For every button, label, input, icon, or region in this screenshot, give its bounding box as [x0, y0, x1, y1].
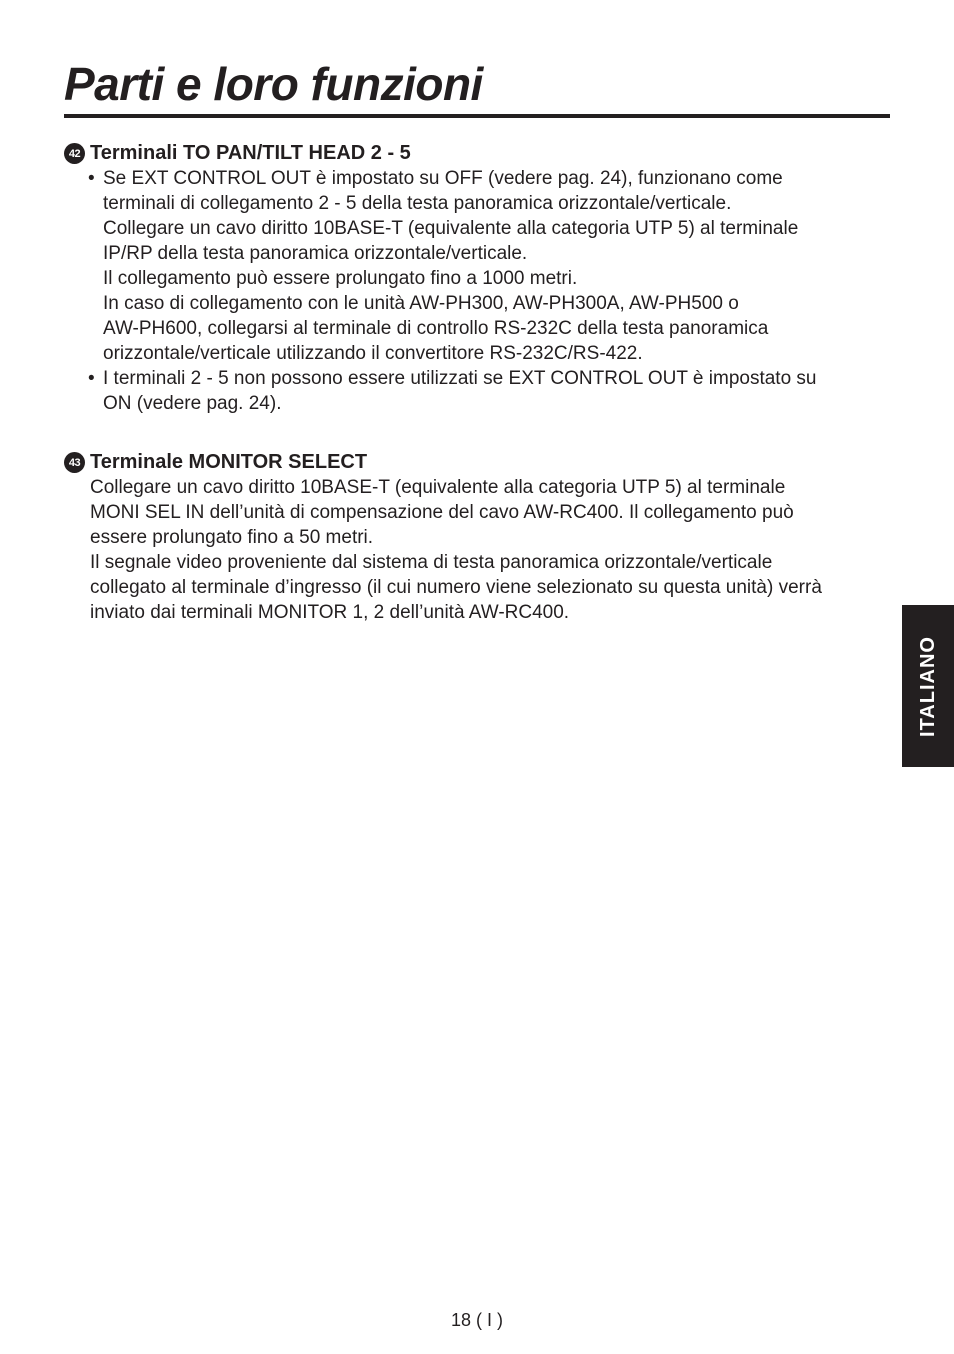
circled-number-icon: 42 [64, 143, 85, 164]
language-label: ITALIANO [916, 635, 939, 737]
text-line: AW-PH600, collegarsi al terminale di controllo RS-232C della testa panoramica [103, 318, 769, 339]
text-line: MONI SEL IN dell’unità di compensazione del cavo AW-RC400. Il collegamento può [90, 502, 794, 523]
section-terminali-pan-tilt [64, 141, 890, 416]
text-line: Collegare un cavo diritto 10BASE-T (equivalente alla categoria UTP 5) al terminale [90, 477, 786, 498]
text-line: terminali di collegamento 2 - 5 della testa panoramica orizzontale/verticale. [103, 193, 732, 214]
bullet-icon: • [88, 168, 95, 189]
language-side-tab [902, 605, 954, 767]
text-line: inviato dai terminali MONITOR 1, 2 dell’unità AW-RC400. [90, 602, 570, 623]
text-line: orizzontale/verticale utilizzando il convertitore RS-232C/RS-422. [103, 343, 643, 364]
section-heading: Terminali TO PAN/TILT HEAD 2 - 5 [90, 142, 411, 164]
page-number: 18 ( I ) [450, 1310, 503, 1330]
text-line: Se EXT CONTROL OUT è impostato su OFF (vedere pag. 24), funzionano come [103, 168, 783, 189]
bullet-icon: • [88, 368, 95, 389]
text-line: ON (vedere pag. 24). [103, 393, 282, 414]
text-line: Il collegamento può essere prolungato fino a 1000 metri. [103, 268, 578, 289]
bullet-item [64, 166, 890, 366]
circled-number-icon: 43 [64, 452, 85, 473]
section-heading: Terminale MONITOR SELECT [90, 451, 368, 473]
page-title: Parti e loro funzioni [64, 58, 483, 110]
bullet-item [64, 366, 890, 416]
text-line: In caso di collegamento con le unità AW-PH300, AW-PH300A, AW-PH500 o [103, 293, 739, 314]
section-paragraph [64, 475, 890, 625]
text-line: Collegare un cavo diritto 10BASE-T (equivalente alla categoria UTP 5) al terminale [103, 218, 799, 239]
text-line: essere prolungato fino a 50 metri. [90, 527, 374, 548]
text-line: I terminali 2 - 5 non possono essere utilizzati se EXT CONTROL OUT è impostato su [103, 368, 817, 389]
text-line: collegato al terminale d’ingresso (il cui numero viene selezionato su questa unità) verrà [90, 577, 822, 598]
section-header [64, 450, 890, 475]
text-line: Il segnale video proveniente dal sistema di testa panoramica orizzontale/verticale [90, 552, 773, 573]
title-rule [64, 114, 890, 118]
section-monitor-select [64, 450, 890, 625]
text-line: IP/RP della testa panoramica orizzontale/verticale. [103, 243, 528, 264]
section-header [64, 141, 890, 166]
